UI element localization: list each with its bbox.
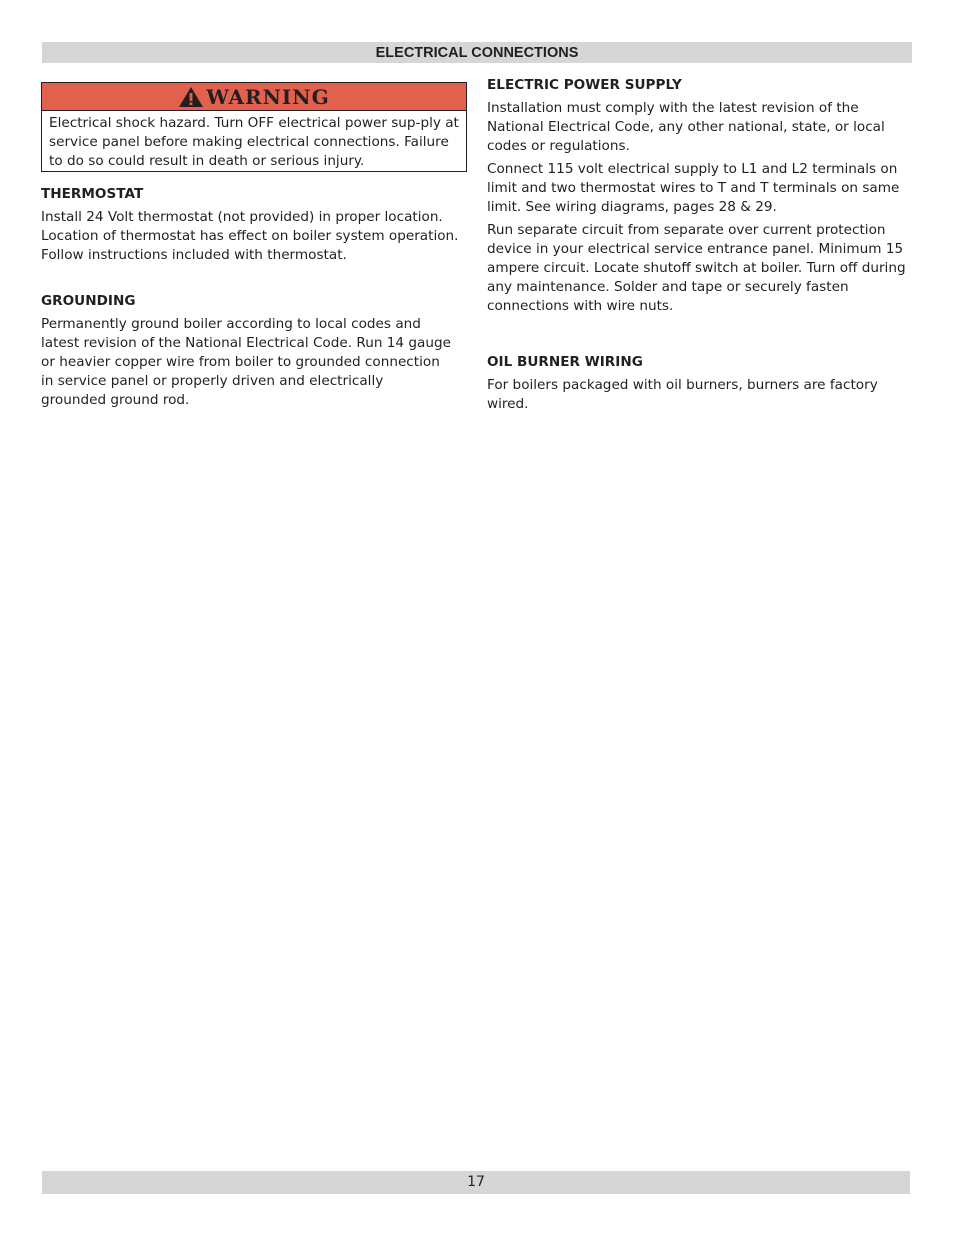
thermostat-section bbox=[41, 185, 469, 265]
electric-power-supply-section bbox=[487, 76, 915, 316]
thermostat-text: Install 24 Volt thermostat (not provided) in proper location. Location of thermostat has effect on boiler system operation. Follow instructions included with thermostat. bbox=[41, 209, 459, 263]
electric-power-supply-paragraph: Installation must comply with the latest revision of the National Electrical Code, any other national, state, or local codes or regulations. bbox=[487, 100, 885, 154]
oil-burner-wiring-text: For boilers packaged with oil burners, burners are factory wired. bbox=[487, 377, 878, 412]
oil-burner-wiring-heading: OIL BURNER WIRING bbox=[487, 354, 643, 370]
warning-box bbox=[41, 82, 467, 172]
grounding-heading: GROUNDING bbox=[41, 293, 136, 309]
section-header bbox=[42, 42, 912, 63]
page-footer bbox=[42, 1171, 910, 1194]
electric-power-supply-paragraph: Connect 115 volt electrical supply to L1 and L2 terminals on limit and two thermostat wires to T and T terminals on same limit. See wiring diagrams, pages 28 & 29. bbox=[487, 161, 900, 215]
electric-power-supply-paragraph: Run separate circuit from separate over current protection device in your electrical service entrance panel. Minimum 15 ampere circuit. Locate shutoff switch at boiler. Turn off during any maintenance. Solder and tape or securely fasten connections with wire nuts. bbox=[487, 222, 906, 314]
warning-header bbox=[42, 83, 466, 111]
grounding-text: Permanently ground boiler according to local codes and latest revision of the National Electrical Code. Run 14 gauge or heavier copper wire from boiler to grounded connection in service panel or properly driven and electrically grounded ground rod. bbox=[41, 316, 451, 408]
warning-triangle-icon bbox=[178, 86, 204, 108]
section-title: ELECTRICAL CONNECTIONS bbox=[375, 45, 579, 61]
electric-power-supply-heading: ELECTRIC POWER SUPPLY bbox=[487, 77, 682, 93]
warning-title: WARNING bbox=[206, 84, 330, 109]
thermostat-heading: THERMOSTAT bbox=[41, 186, 144, 202]
warning-text: Electrical shock hazard. Turn OFF electrical power sup-ply at service panel before making electrical connections. Failure to do so could result in death or serious injury. bbox=[49, 115, 459, 169]
grounding-section bbox=[41, 292, 451, 410]
oil-burner-wiring-section bbox=[487, 353, 915, 414]
page-number: 17 bbox=[467, 1174, 485, 1190]
